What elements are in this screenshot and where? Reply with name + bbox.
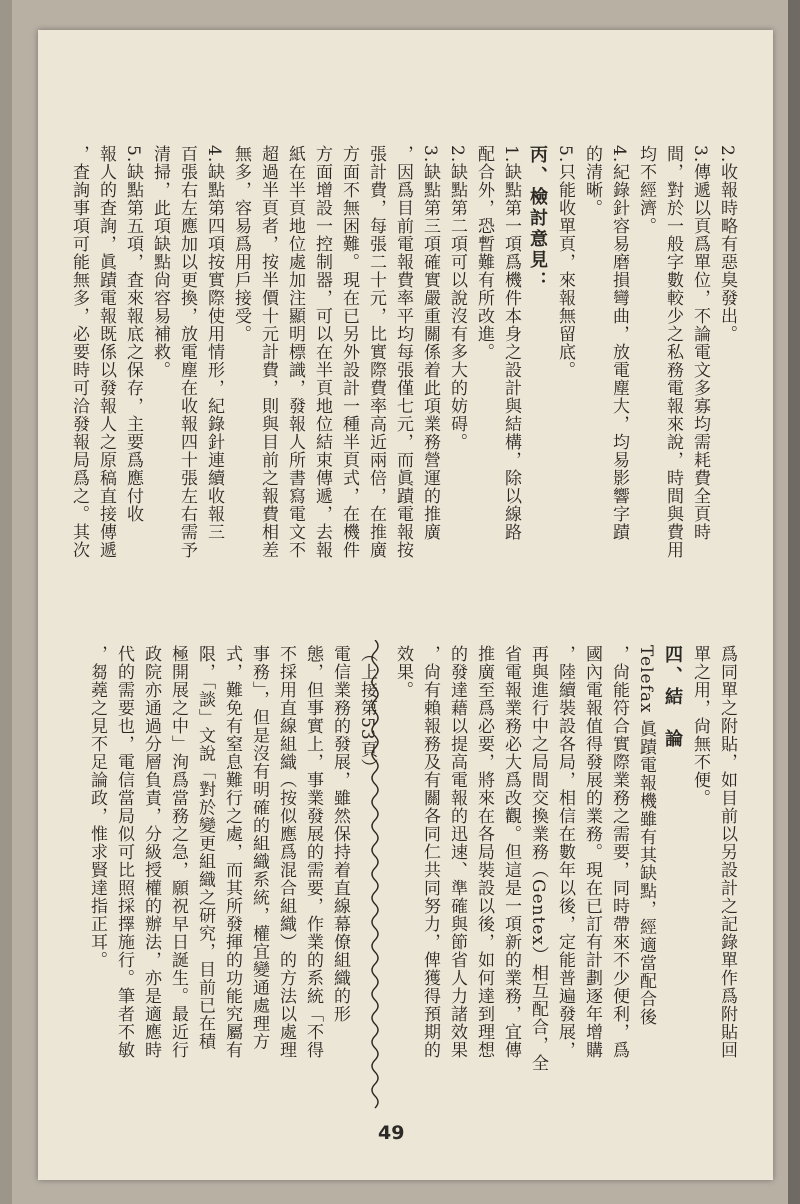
text-line: ，尙有賴報務及有關各同仁共同努力，俾獲得預期的 <box>420 645 440 1059</box>
text-line: 不採用直線組織（按似應爲混合組織）的方法以處理 <box>276 645 296 1059</box>
text-line: 5.只能收單頁，來報無留底。 <box>555 145 575 380</box>
text-line: 推廣至爲必要，將來在各局裝設以後，如何達到理想 <box>474 645 494 1059</box>
text-line: 3.缺點第三項確實嚴重關係着此項業務營運的推廣 <box>420 145 440 542</box>
text-line: 國內電報值得發展的業務。現在已訂有計劃逐年增購 <box>582 645 602 1059</box>
text-line: 清掃，此項缺點尙容易補救。 <box>150 145 170 379</box>
text-line: 報人的査詢，眞蹟電報既係以發報人之原稿直接傳遞 <box>96 145 116 559</box>
text-line: 方面不無困難。現在已另外設計一種半頁式，在機件 <box>339 145 359 559</box>
text-line: 式，難免有窒息難行之處，而其所發揮的功能究屬有 <box>222 645 242 1059</box>
continued-article-text-block <box>87 645 380 1115</box>
background-edge-left <box>0 0 12 1204</box>
text-line: 間，對於一般字數較少之私務電報來說，時間與費用 <box>663 145 683 559</box>
text-line: （上接第53頁） <box>357 645 377 777</box>
text-line: 3.傳遞以頁爲單位，不論電文多寡均需耗費全頁時 <box>690 145 710 542</box>
text-line: 2.缺點第二項可以說沒有多大的妨碍。 <box>447 145 467 452</box>
text-line: ，芻蕘之見不足論政，惟求賢達指正耳。 <box>87 645 107 969</box>
text-line: 單之用，尙無不便。 <box>690 645 710 807</box>
text-line: ，査詢事項可能無多，必要時可洽發報局爲之。其次 <box>69 145 89 559</box>
text-line: 百張右左應加以更換，放電塵在收報四十張左右需予 <box>177 145 197 559</box>
text-line: ，陸續裝設各局，相信在數年以後，定能普遍發展， <box>555 645 575 1059</box>
text-line: 4.缺點第四項按實際使用情形，紀錄針連續收報三 <box>204 145 224 542</box>
text-line: 極開展之中」洵爲當務之急，願祝早日誕生。最近行 <box>168 645 188 1059</box>
text-line: 的發達藉以提高電報的迅速、準確與節省人力諸效果 <box>447 645 467 1059</box>
text-line: 政院亦通過分層負責，分級授權的辦法，亦是適應時 <box>141 645 161 1059</box>
text-line: 1.缺點第一項爲機件本身之設計與結構，除以線路 <box>501 145 521 542</box>
text-line: 配合外，恐暫難有所改進。 <box>474 145 494 361</box>
text-line: 2.收報時略有惡臭發出。 <box>717 145 737 344</box>
text-line: 方面增設一控制器，可以在半頁地位結束傳遞，去報 <box>312 145 332 559</box>
text-line: 限，「談」文說「對於變更組織之硏究，目前已在積 <box>195 645 215 1051</box>
conclusion-text-block <box>395 645 740 1115</box>
text-line: 爲同單之附貼，如目前以另設計之記錄單作爲附貼回 <box>717 645 737 1059</box>
upper-text-block <box>69 145 740 625</box>
text-line: 的清晰。 <box>582 145 602 217</box>
page-number: 49 <box>378 1122 405 1144</box>
text-line: 省電報業務必大爲改觀。但這是一項新的業務，宜傳 <box>501 645 521 1059</box>
text-line: 4.紀錄針容易磨損彎曲，放電塵大，均易影響字蹟 <box>609 145 629 542</box>
text-line: ，尙能符合實際業務之需要，同時帶來不少便利，爲 <box>609 645 629 1059</box>
text-line: 再與進行中之局間交換業務（Gentex）相互配合，全 <box>528 645 548 1073</box>
text-line: 紙在半頁地位處加注顯明標識，發報人所書寫電文不 <box>285 145 305 559</box>
text-line: 無多，容易爲用戶接受。 <box>231 145 251 343</box>
text-line: 5.缺點第五項，査來報底之保存，主要爲應付收 <box>123 145 143 524</box>
background-edge-right <box>788 0 800 1204</box>
text-line: 效果。 <box>393 645 413 699</box>
text-line: 丙、檢討意見： <box>527 145 548 292</box>
text-line: 均不經濟。 <box>636 145 656 235</box>
text-line: 事務」，但是沒有明確的組織系統，權宜變通處理方 <box>249 645 269 1051</box>
text-line: Telefax 眞蹟電報機雖有其缺點，經適當配合後 <box>636 645 656 1026</box>
text-line: 代的需要也，電信當局似可比照採擇施行。筆者不敏 <box>114 645 134 1059</box>
text-line: 張計費，每張二十元，比實際費率高近兩倍，在推廣 <box>366 145 386 559</box>
text-line: 態，但事實上，事業發展的需要，作業的系統「不得 <box>303 645 323 1059</box>
text-line: ，因爲目前電報費率平均每張僅七元，而眞蹟電報按 <box>393 145 413 559</box>
text-line: 電信業務的發展，雖然保持着直線幕僚組織的形 <box>330 645 350 1023</box>
text-line: 四、結 論 <box>662 645 683 750</box>
text-line: 超過半頁者，按半價十元計費，則與目前之報費相差 <box>258 145 278 559</box>
